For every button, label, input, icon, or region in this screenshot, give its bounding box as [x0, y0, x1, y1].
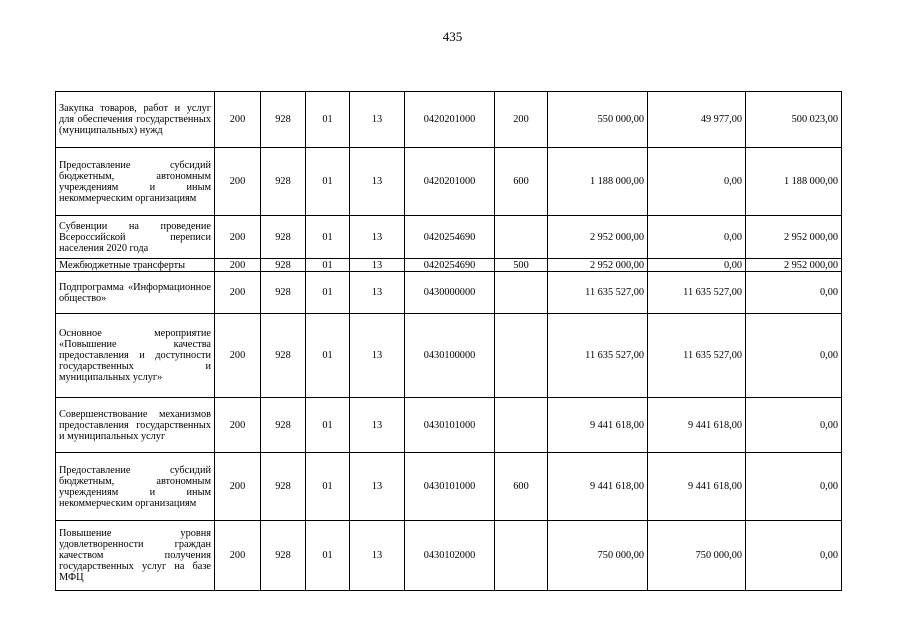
- table-row: [56, 148, 842, 216]
- section-code-cell: 01: [306, 398, 350, 453]
- row-name-cell: Закупка товаров, работ и услуг для обеспечения государственных (муниципальных) нужд: [56, 92, 215, 148]
- target-article-cell: 0430000000: [405, 272, 495, 314]
- target-article-cell: 0420201000: [405, 148, 495, 216]
- ministry-code-cell: 928: [261, 216, 306, 259]
- code-cell: 200: [215, 521, 261, 591]
- amount-remainder-cell: 2 952 000,00: [746, 259, 842, 272]
- subsection-code-cell: 13: [350, 398, 405, 453]
- amount-executed-cell: 11 635 527,00: [648, 272, 746, 314]
- target-article-cell: 0430102000: [405, 521, 495, 591]
- ministry-code-cell: 928: [261, 314, 306, 398]
- code-cell: 200: [215, 216, 261, 259]
- amount-remainder-cell: 2 952 000,00: [746, 216, 842, 259]
- section-code-cell: 01: [306, 148, 350, 216]
- row-name-cell: Совершенствование механизмов предоставления государственных и муниципальных услуг: [56, 398, 215, 453]
- row-name-cell: Предоставление субсидий бюджетным, автономным учреждениям и иным некоммерческим организациям: [56, 148, 215, 216]
- table-row: [56, 92, 842, 148]
- amount-executed-cell: 750 000,00: [648, 521, 746, 591]
- expense-type-cell: [495, 272, 548, 314]
- target-article-cell: 0430101000: [405, 398, 495, 453]
- table-row: [56, 521, 842, 591]
- subsection-code-cell: 13: [350, 453, 405, 521]
- expense-type-cell: 600: [495, 453, 548, 521]
- ministry-code-cell: 928: [261, 272, 306, 314]
- expense-type-cell: 600: [495, 148, 548, 216]
- ministry-code-cell: 928: [261, 521, 306, 591]
- row-name-cell: Межбюджетные трансферты: [56, 259, 215, 272]
- budget-table: [55, 91, 842, 591]
- code-cell: 200: [215, 92, 261, 148]
- target-article-cell: 0430101000: [405, 453, 495, 521]
- row-name-cell: Предоставление субсидий бюджетным, автономным учреждениям и иным некоммерческим организациям: [56, 453, 215, 521]
- amount-remainder-cell: 1 188 000,00: [746, 148, 842, 216]
- amount-plan-cell: 9 441 618,00: [548, 453, 648, 521]
- ministry-code-cell: 928: [261, 398, 306, 453]
- expense-type-cell: 200: [495, 92, 548, 148]
- amount-remainder-cell: 0,00: [746, 521, 842, 591]
- amount-remainder-cell: 0,00: [746, 272, 842, 314]
- table-row: [56, 453, 842, 521]
- expense-type-cell: 500: [495, 259, 548, 272]
- amount-remainder-cell: 500 023,00: [746, 92, 842, 148]
- table-row: [56, 259, 842, 272]
- row-name-cell: Субвенции на проведение Всероссийской переписи населения 2020 года: [56, 216, 215, 259]
- row-name-cell: Повышение уровня удовлетворенности граждан качеством получения государственных услуг на базе МФЦ: [56, 521, 215, 591]
- row-name-cell: Основное мероприятие «Повышение качества предоставления и доступности государственных и муниципальных услуг»: [56, 314, 215, 398]
- page-number: 435: [442, 29, 463, 44]
- expense-type-cell: [495, 314, 548, 398]
- section-code-cell: 01: [306, 259, 350, 272]
- amount-executed-cell: 9 441 618,00: [648, 453, 746, 521]
- amount-plan-cell: 1 188 000,00: [548, 148, 648, 216]
- amount-plan-cell: 9 441 618,00: [548, 398, 648, 453]
- ministry-code-cell: 928: [261, 453, 306, 521]
- section-code-cell: 01: [306, 314, 350, 398]
- code-cell: 200: [215, 314, 261, 398]
- amount-plan-cell: 550 000,00: [548, 92, 648, 148]
- subsection-code-cell: 13: [350, 148, 405, 216]
- amount-executed-cell: 0,00: [648, 259, 746, 272]
- amount-plan-cell: 11 635 527,00: [548, 272, 648, 314]
- subsection-code-cell: 13: [350, 259, 405, 272]
- target-article-cell: 0430100000: [405, 314, 495, 398]
- amount-plan-cell: 2 952 000,00: [548, 216, 648, 259]
- ministry-code-cell: 928: [261, 148, 306, 216]
- subsection-code-cell: 13: [350, 521, 405, 591]
- amount-executed-cell: 0,00: [648, 216, 746, 259]
- section-code-cell: 01: [306, 453, 350, 521]
- code-cell: 200: [215, 398, 261, 453]
- code-cell: 200: [215, 148, 261, 216]
- code-cell: 200: [215, 259, 261, 272]
- section-code-cell: 01: [306, 92, 350, 148]
- amount-plan-cell: 750 000,00: [548, 521, 648, 591]
- amount-remainder-cell: 0,00: [746, 314, 842, 398]
- code-cell: 200: [215, 272, 261, 314]
- subsection-code-cell: 13: [350, 216, 405, 259]
- section-code-cell: 01: [306, 216, 350, 259]
- target-article-cell: 0420201000: [405, 92, 495, 148]
- amount-executed-cell: 0,00: [648, 148, 746, 216]
- section-code-cell: 01: [306, 272, 350, 314]
- amount-plan-cell: 2 952 000,00: [548, 259, 648, 272]
- expense-type-cell: [495, 521, 548, 591]
- amount-remainder-cell: 0,00: [746, 398, 842, 453]
- subsection-code-cell: 13: [350, 314, 405, 398]
- amount-plan-cell: 11 635 527,00: [548, 314, 648, 398]
- target-article-cell: 0420254690: [405, 259, 495, 272]
- amount-executed-cell: 11 635 527,00: [648, 314, 746, 398]
- amount-executed-cell: 9 441 618,00: [648, 398, 746, 453]
- table-row: [56, 398, 842, 453]
- subsection-code-cell: 13: [350, 92, 405, 148]
- target-article-cell: 0420254690: [405, 216, 495, 259]
- ministry-code-cell: 928: [261, 259, 306, 272]
- table-row: [56, 314, 842, 398]
- table-row: [56, 272, 842, 314]
- table-row: [56, 216, 842, 259]
- ministry-code-cell: 928: [261, 92, 306, 148]
- expense-type-cell: [495, 398, 548, 453]
- subsection-code-cell: 13: [350, 272, 405, 314]
- row-name-cell: Подпрограмма «Информационное общество»: [56, 272, 215, 314]
- amount-remainder-cell: 0,00: [746, 453, 842, 521]
- expense-type-cell: [495, 216, 548, 259]
- code-cell: 200: [215, 453, 261, 521]
- amount-executed-cell: 49 977,00: [648, 92, 746, 148]
- section-code-cell: 01: [306, 521, 350, 591]
